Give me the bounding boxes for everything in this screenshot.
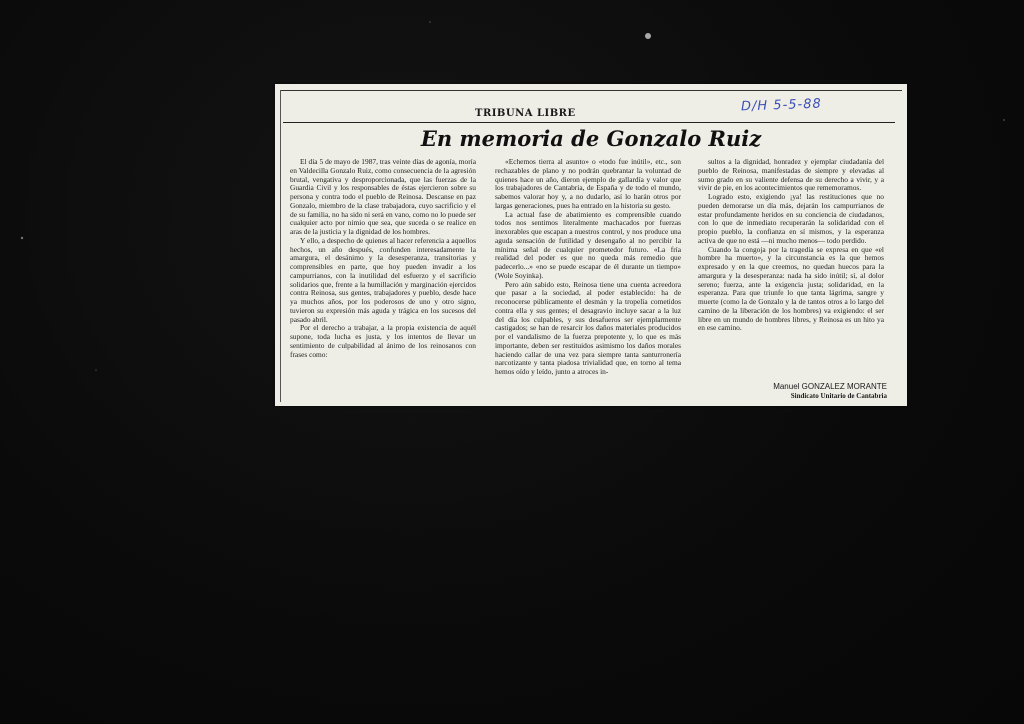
paragraph: Por el derecho a trabajar, a la propia existencia de aquél supone, toda lucha es justa, y los intentos de llevar un sentimiento de culpabilidad al ánimo de los reinosanos con frases como: — [290, 323, 476, 359]
article-column-1 — [290, 158, 476, 359]
paragraph: Logrado esto, exigiendo ¡ya! las restituciones que no pueden demorarse un día más, dejarán los campurrianos de estar profundamente heridos en su conciencia de ciudadanos, con lo que de inmediato recuperarán la solidaridad con el propio pueblo, la confianza en sí mismos, y la esperanza activa de que no está —ni mucho menos— todo perdido. — [698, 192, 884, 245]
article-column-2 — [495, 158, 681, 377]
author-organization: Sindicato Unitario de Cantabria — [790, 392, 887, 400]
article-column-3 — [698, 158, 884, 333]
heading-rule — [283, 122, 895, 123]
author-signature — [773, 382, 887, 401]
paragraph: «Echemos tierra al asunto» o «todo fue inútil», etc., son rechazables de plano y no podrán quebrantar la voluntad de quienes hace un año, dieron ejemplo de gallardía y valor que los trabajadores de Cantabria, de España y de todo el mundo, sabemos valorar hoy y, a no dudarlo, así lo harán otros por largas generaciones, pues ha entrado en la historia su gesto. — [495, 157, 681, 210]
paragraph: El día 5 de mayo de 1987, tras veinte días de agonía, moría en Valdecilla Gonzalo Ruiz, como consecuencia de la agresión brutal, vengativa y desproporcionada, que las fuerzas de la Guardia Civil y los responsables de éstas ejercieron sobre su persona y contra todo el pueblo de Reinosa. Descanse en paz Gonzalo, miembro de la clase trabajadora, cuyo sacrificio y el de su familia, no ha sido ni será en vano, como no lo puede ser cualquier acto por nimio que sea, que suceda o se realice en aras de la justicia y la dignidad de los hombres. — [290, 157, 476, 236]
paragraph: Pero aún sabido esto, Reinosa tiene una cuenta acreedora que pasar a la sociedad, al poder establecido: ha de reconocerse públicamente el desmán y la tropelía cometidos contra ella y sus gentes; el desagravio incluye sacar a la luz del día los culpables, y sus desafueros ser ejemplarmente castigados; se han de resarcir los daños materiales producidos por el vandalismo de la fuerza prepotente y, lo que es más importante, deben ser restituidos asimismo los daños morales haciendo callar de una vez para siempre tanta santurronería narcotizante y tanta piadosa trivialidad que, en torno al tema hemos oído y leído, junto a atroces in- — [495, 279, 681, 376]
handwritten-date-note: D/H 5-5-88 — [740, 96, 823, 115]
author-name: Manuel GONZALEZ MORANTE — [773, 382, 887, 391]
newspaper-clipping — [275, 84, 907, 406]
paragraph: sultos a la dignidad, honradez y ejemplar ciudadanía del pueblo de Reinosa, manifestadas de siempre y elevadas al sumo grado en su valiente defensa de su derecho a vivir, y a vivir de pie, en los acontecimientos que rememoramos. — [698, 157, 884, 193]
frame-rule-top — [280, 90, 902, 91]
paragraph: Y ello, a despecho de quienes al hacer referencia a aquellos hechos, un año después, confunden interesadamente la amargura, el desánimo y la desesperanza, transitorias y comprensibles en parte, que hoy pueden invadir a los campurrianos, con la inutilidad del esfuerzo y el sacrificio solidarios que, frente a la humillación y marginación ejercidos contra Reinosa, sus gentes, trabajadores y pueblo, desde hace ya muchos años, por los poderosos de uno y otro signo, tuvieron su expresión más aguda y trágica en los sucesos del pasado abril. — [290, 235, 476, 324]
section-heading: TRIBUNA LIBRE — [475, 108, 576, 119]
paragraph: Cuando la congoja por la tragedia se expresa en que «el hombre ha muerto», y la circunstancia es la que hemos expresado y en la que creemos, no quedan huecos para la amargura y la desesperanza: nada ha sido inútil; sí, al dolor sereno; fuerza, ante la exigencia justa; solidaridad, en la esperanza. Para que triunfe lo que tanta lágrima, sangre y muerte (como la de Gonzalo y la de tantos otros a lo largo del camino de la liberación de los hombres) va exigiendo: el ser libre en un mundo de hombres libres, y Reinosa es un hito ya en ese camino. — [698, 244, 884, 333]
headline: En memoria de Gonzalo Ruiz — [420, 126, 762, 151]
paragraph: La actual fase de abatimiento es comprensible cuando todos nos sentimos literalmente machacados por fuerzas inexorables que escapan a nuestros control, y nos produce una aguda sensación de futilidad y desengaño al no percibir la mínima señal de cualquier prometedor futuro. «La fría realidad del poder es que no queda más remedio que padecerlo...» «no se puede escapar de él durante un tiempo» (Wole Soyinka). — [495, 209, 681, 280]
